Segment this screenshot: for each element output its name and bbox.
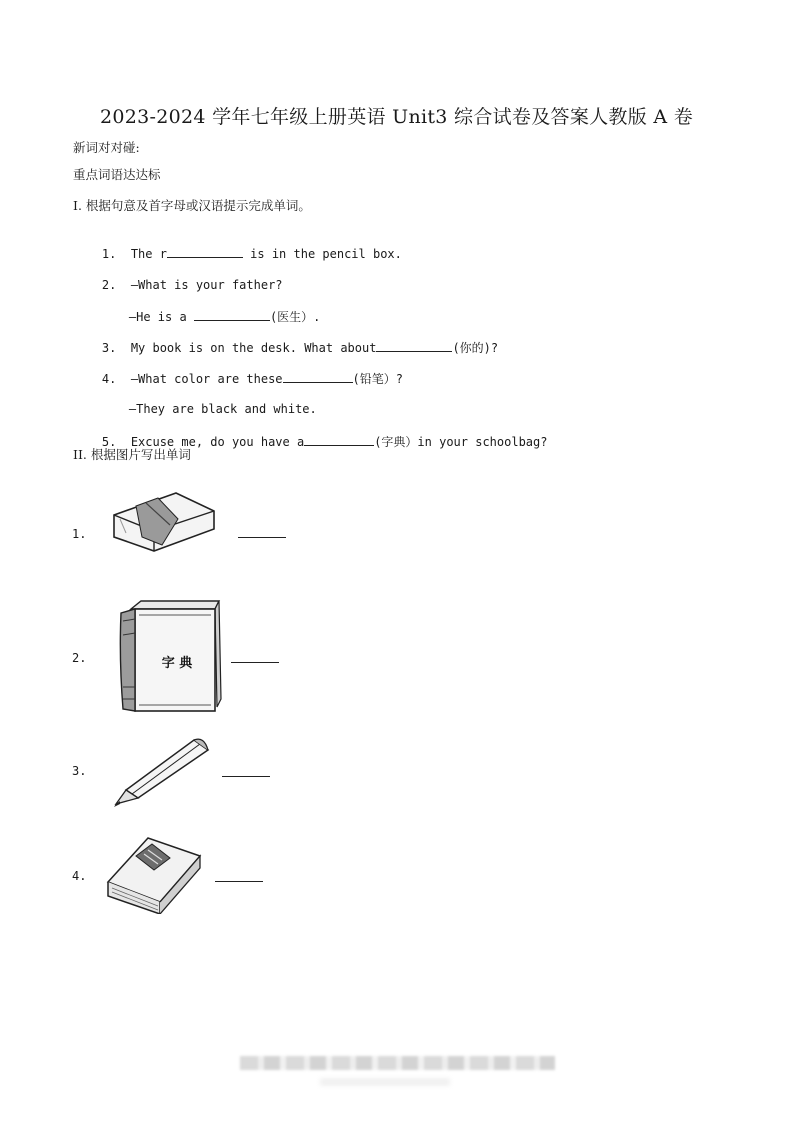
picture-number: 4.	[72, 869, 87, 883]
book-icon	[104, 836, 204, 914]
question-number: 1.	[101, 247, 117, 261]
section1-heading: I. 根据句意及首字母或汉语提示完成单词。	[73, 198, 311, 213]
question-number: 5.	[101, 435, 117, 449]
picture-number: 3.	[72, 764, 87, 778]
page-title: 2023-2024 学年七年级上册英语 Unit3 综合试卷及答案人教版 A 卷	[99, 106, 694, 128]
question-text-pre: —What is your father?	[130, 278, 283, 292]
answer-blank[interactable]	[304, 433, 374, 446]
question-text-pre: My book is on the desk. What about	[130, 341, 377, 355]
question-text-post: (字典）in your schoolbag?	[374, 435, 548, 449]
dictionary-cover-text: 字 典	[161, 656, 193, 671]
question-number: 3.	[101, 341, 117, 355]
question-text-post: (铅笔）?	[352, 372, 403, 386]
answer-blank[interactable]	[215, 881, 263, 882]
question-text-pre: —What color are these	[130, 372, 283, 386]
heading-key-words: 重点词语达达标	[73, 167, 161, 182]
answer-blank[interactable]	[376, 339, 452, 352]
picture-number: 2.	[72, 651, 87, 665]
answer-blank[interactable]	[194, 308, 270, 321]
question-text-pre: Excuse me, do you have a	[130, 435, 305, 449]
dictionary-icon	[117, 599, 223, 717]
question-number: 4.	[101, 372, 117, 386]
picture-number: 1.	[72, 527, 87, 541]
answer-blank[interactable]	[222, 776, 270, 777]
heading-new-words: 新词对对碰:	[73, 140, 140, 155]
answer-blank[interactable]	[231, 662, 279, 663]
pencil-icon	[108, 738, 212, 808]
answer-blank[interactable]	[238, 537, 286, 538]
question-text-post: (你的)?	[452, 341, 499, 355]
answer-blank[interactable]	[283, 370, 353, 383]
eraser-icon	[106, 489, 218, 553]
question-text-pre: —He is a	[128, 310, 194, 324]
question-number: 2.	[101, 278, 117, 292]
answer-blank[interactable]	[167, 245, 243, 258]
question-text-post: is in the pencil box.	[242, 247, 402, 261]
question-text-pre: The r	[130, 247, 167, 261]
blurred-footer-watermark-secondary	[320, 1078, 450, 1086]
question-text-post: (医生）.	[269, 310, 321, 324]
blurred-footer-watermark	[240, 1056, 555, 1070]
section2-heading: II. 根据图片写出单词	[73, 447, 191, 462]
question-text-pre: —They are black and white.	[128, 402, 317, 416]
